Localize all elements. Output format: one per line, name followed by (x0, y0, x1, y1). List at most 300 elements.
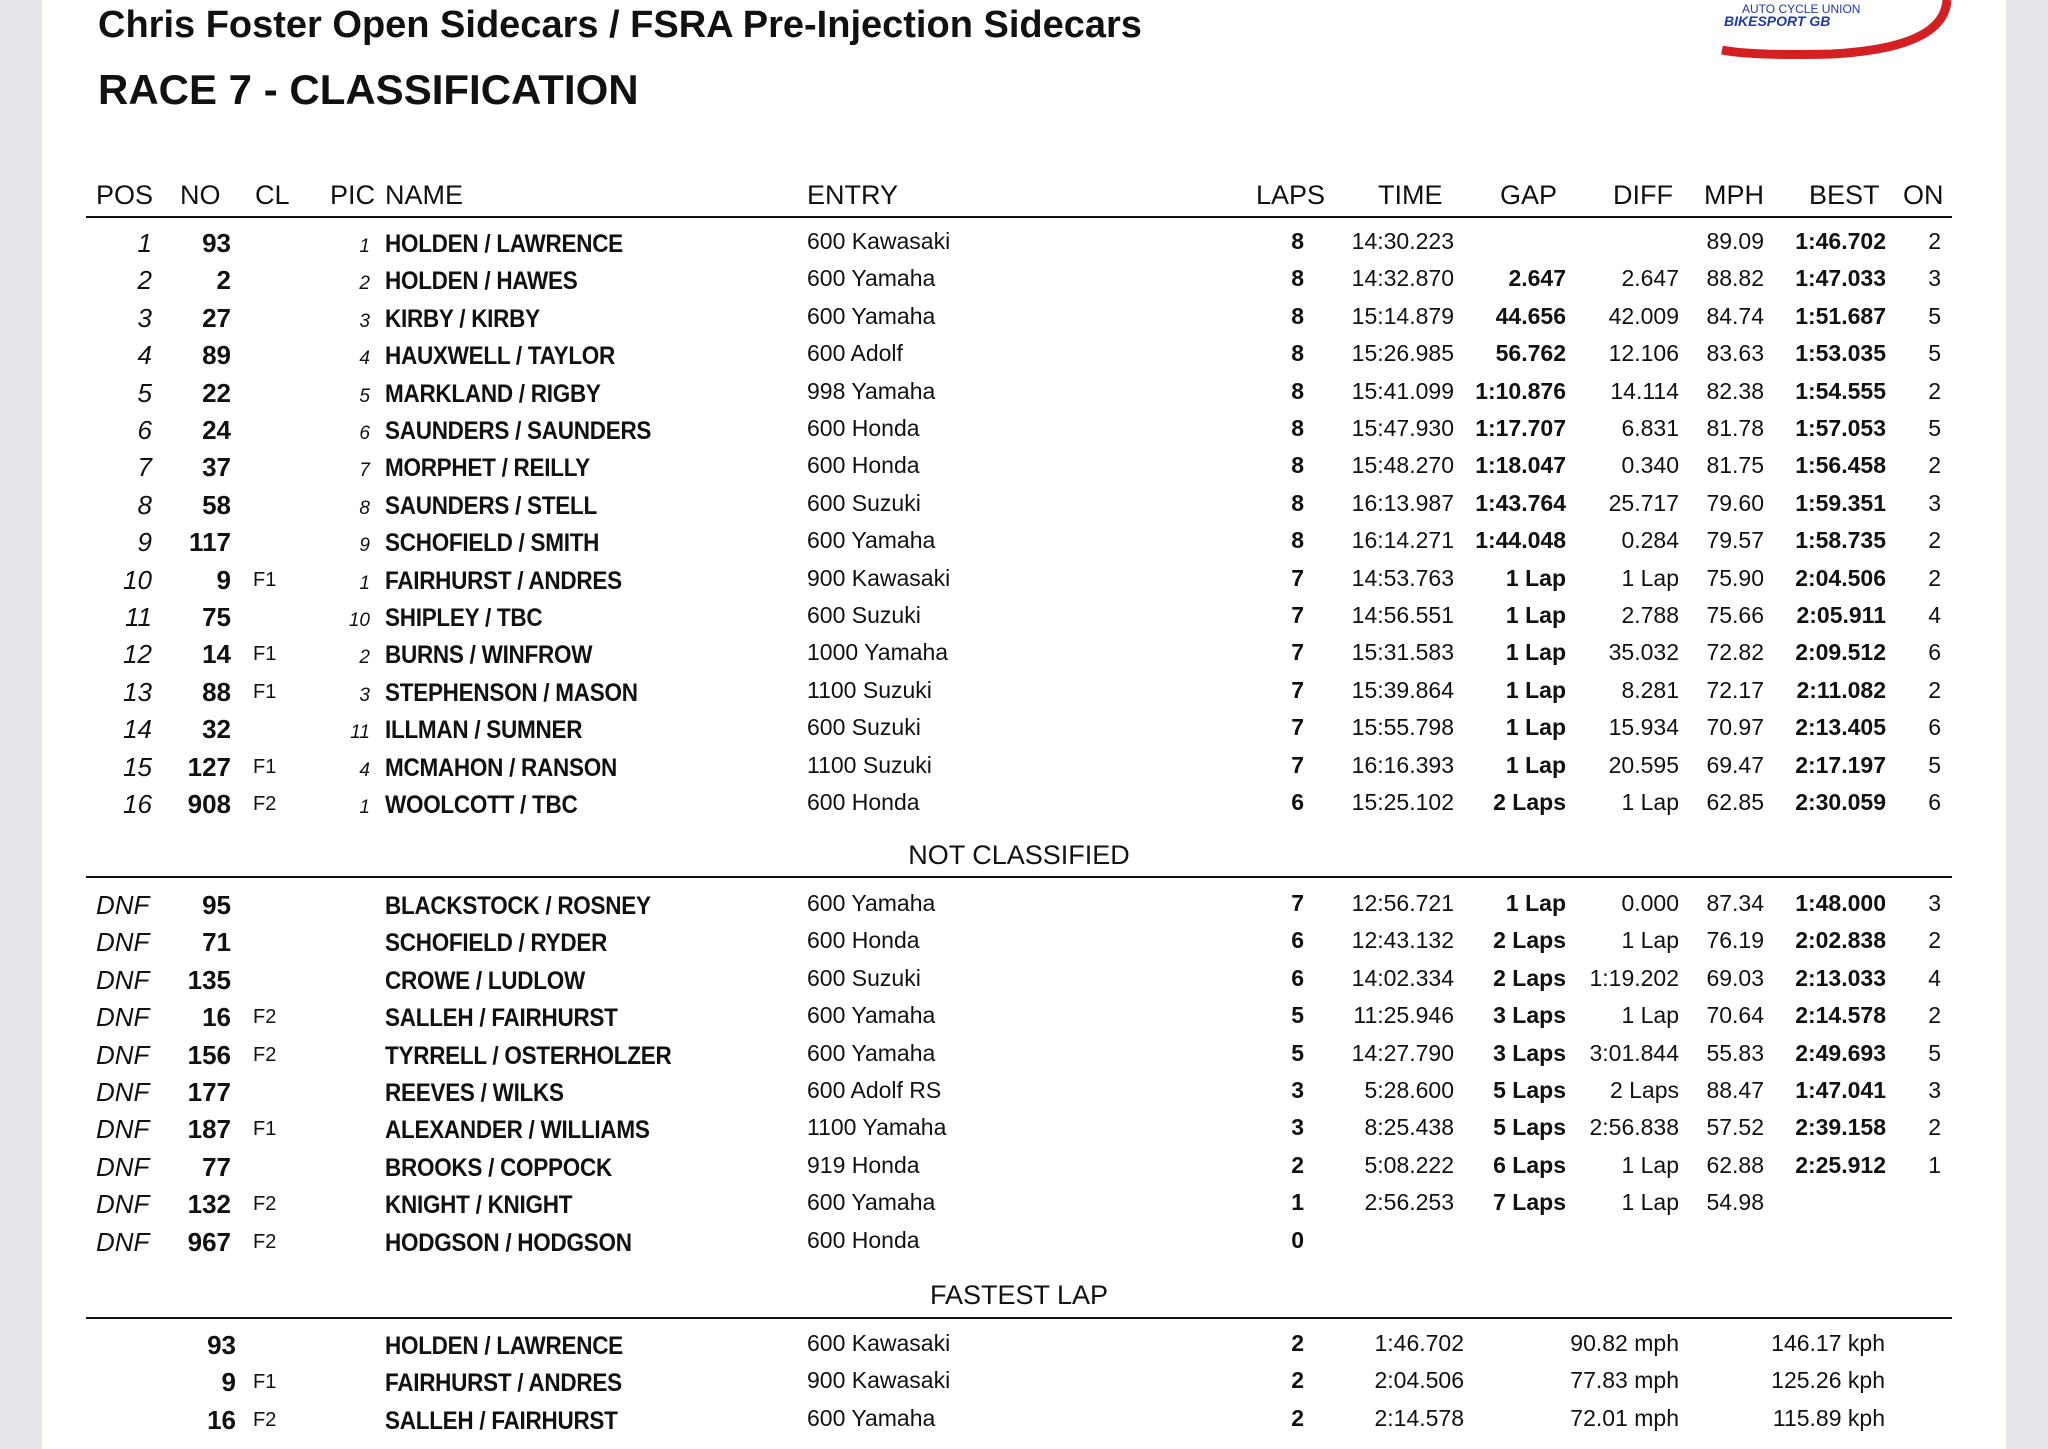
cell-best: 1:48.000 (1795, 890, 1886, 916)
cell-pos: 15 (123, 751, 152, 782)
cell-no: 16 (202, 1002, 231, 1033)
cell-time: 16:16.393 (1351, 751, 1454, 778)
cell-entry: 600 Suzuki (807, 964, 921, 991)
cell-pos: DNF (96, 1002, 150, 1033)
cell-mph: 88.47 (1706, 1077, 1764, 1103)
cell-no: 93 (207, 1330, 236, 1360)
cell-time: 15:39.864 (1351, 676, 1454, 703)
table-row (0, 340, 2048, 377)
cell-entry: 600 Kawasaki (807, 228, 951, 254)
cell-pic: 8 (359, 497, 370, 519)
cell-on: 6 (1928, 639, 1941, 666)
cell-no: 187 (187, 1114, 231, 1145)
cell-gap: 6 Laps (1493, 1151, 1566, 1178)
cell-no: 117 (189, 527, 231, 558)
cell-no: 2 (216, 265, 231, 296)
cell-mph: 70.97 (1706, 714, 1764, 741)
table-row (0, 303, 2048, 340)
cell-best: 1:58.735 (1795, 527, 1886, 554)
table-row (0, 1367, 2048, 1404)
cell-entry: 600 Yamaha (807, 265, 936, 292)
cell-entry: 600 Yamaha (807, 527, 936, 554)
cell-name: KNIGHT / KNIGHT (385, 1191, 573, 1220)
cell-pos: 12 (123, 639, 152, 670)
cell-mph: 87.34 (1706, 890, 1764, 916)
cell-laps: 7 (1291, 602, 1304, 628)
cell-lap: 2 (1291, 1330, 1304, 1356)
cell-mph: 54.98 (1706, 1189, 1764, 1216)
cell-entry: 600 Honda (807, 927, 920, 954)
cell-mph: 72.17 (1706, 676, 1764, 703)
cell-diff: 1:19.202 (1589, 964, 1679, 991)
cell-mph: 70.64 (1706, 1002, 1764, 1029)
cell-pos: 1 (137, 228, 152, 258)
table-row (0, 677, 2048, 714)
cell-pos: 2 (137, 265, 152, 296)
cell-pic: 2 (359, 273, 370, 295)
cell-mph: 89.09 (1706, 228, 1764, 254)
cell-diff: 14.114 (1610, 377, 1679, 404)
cell-entry: 600 Adolf RS (807, 1077, 942, 1103)
cell-no: 127 (187, 751, 231, 782)
cell-mph: 88.82 (1706, 265, 1764, 292)
cell-diff: 0.000 (1621, 890, 1679, 916)
cell-diff: 35.032 (1608, 639, 1679, 666)
cell-best: 2:04.506 (1795, 564, 1886, 591)
cell-laps: 2 (1291, 1151, 1304, 1178)
cell-gap: 1:44.048 (1475, 527, 1566, 554)
cell-diff: 20.595 (1608, 751, 1679, 778)
table-row (0, 490, 2048, 527)
cell-on: 3 (1928, 265, 1941, 292)
cell-on: 2 (1928, 1114, 1941, 1141)
table-row (0, 1040, 2048, 1077)
event-title: Chris Foster Open Sidecars / FSRA Pre-Injection Sidecars (98, 4, 1142, 46)
cell-pic: 4 (359, 348, 370, 370)
cell-no: 132 (187, 1189, 231, 1220)
cell-time: 12:43.132 (1351, 927, 1454, 954)
cell-pos: 13 (123, 676, 152, 707)
cell-gap: 1:17.707 (1475, 415, 1566, 441)
cell-gap: 3 Laps (1493, 1002, 1566, 1029)
table-row (0, 1189, 2048, 1226)
cell-entry: 600 Adolf (807, 340, 903, 367)
table-row (0, 890, 2048, 927)
cell-on: 2 (1928, 927, 1941, 954)
cell-entry: 600 Suzuki (807, 489, 921, 516)
cell-time: 11:25.946 (1353, 1002, 1454, 1029)
not-classified-heading: NOT CLASSIFIED (908, 840, 1130, 870)
cell-entry: 1100 Suzuki (807, 751, 932, 778)
cell-mph: 76.19 (1706, 927, 1764, 954)
cell-mph: 75.66 (1706, 602, 1764, 628)
table-row (0, 565, 2048, 602)
cell-best: 1:53.035 (1795, 340, 1886, 367)
cell-on: 5 (1928, 302, 1941, 329)
table-row (0, 1077, 2048, 1114)
cell-mph: 81.75 (1706, 452, 1764, 479)
col-best: BEST (1809, 180, 1880, 210)
table-row (0, 789, 2048, 826)
cell-time: 5:28.600 (1364, 1077, 1454, 1103)
cell-name: MARKLAND / RIGBY (385, 379, 601, 408)
cell-entry: 600 Suzuki (807, 602, 921, 628)
logo-text-1: AUTO CYCLE UNION (1742, 2, 1861, 16)
cell-entry: 1000 Yamaha (807, 639, 949, 666)
cell-time: 14:30.223 (1351, 228, 1454, 254)
cell-no: 9 (216, 564, 231, 595)
col-pos: POS (96, 180, 154, 210)
col-entry: ENTRY (807, 180, 899, 210)
cell-pic: 11 (350, 722, 370, 744)
cell-time: 14:27.790 (1351, 1039, 1454, 1066)
cell-no: 135 (187, 964, 231, 995)
cell-name: SAUNDERS / SAUNDERS (385, 417, 652, 445)
cell-best: 2:02.838 (1795, 927, 1886, 954)
cell-name: FAIRHURST / ANDRES (385, 1369, 622, 1398)
cell-pos: DNF (96, 1226, 150, 1257)
cell-pos: 14 (123, 714, 152, 745)
cell-laps: 8 (1291, 377, 1304, 404)
fastest-lap-heading: FASTEST LAP (929, 1280, 1109, 1310)
cell-on: 2 (1928, 527, 1941, 554)
cell-on: 3 (1928, 1077, 1941, 1103)
cell-name: HOLDEN / HAWES (385, 267, 578, 296)
cell-laps: 3 (1291, 1077, 1304, 1103)
cell-entry: 600 Yamaha (807, 1039, 936, 1066)
cell-name: WOOLCOTT / TBC (385, 791, 578, 819)
cell-gap: 56.762 (1495, 340, 1566, 367)
cell-pos: DNF (96, 927, 150, 958)
cell-on: 5 (1928, 751, 1941, 778)
cell-mph: 72.01 mph (1570, 1404, 1679, 1431)
table-row (0, 602, 2048, 639)
cell-entry: 998 Yamaha (807, 377, 936, 404)
cell-gap: 2 Laps (1493, 964, 1566, 991)
cell-time: 2:04.506 (1374, 1367, 1464, 1394)
cell-no: 177 (187, 1077, 231, 1107)
cell-on: 2 (1928, 452, 1941, 479)
cell-diff: 42.009 (1608, 302, 1679, 329)
cell-name: SHIPLEY / TBC (385, 604, 543, 632)
cell-no: 908 (187, 789, 231, 819)
cell-name: FAIRHURST / ANDRES (385, 566, 622, 595)
not-classified-divider (86, 876, 1952, 878)
cell-name: ILLMAN / SUMNER (385, 716, 583, 745)
cell-time: 15:26.985 (1351, 340, 1454, 367)
cell-best: 2:09.512 (1795, 639, 1886, 666)
table-row (0, 927, 2048, 964)
cell-gap: 1:10.876 (1475, 377, 1566, 404)
cell-on: 6 (1928, 714, 1941, 741)
cell-time: 16:13.987 (1351, 489, 1454, 516)
fastest-lap-divider (86, 1317, 1952, 1319)
cell-diff: 1 Lap (1621, 1002, 1679, 1029)
cell-cl: F2 (253, 1043, 277, 1066)
cell-laps: 5 (1291, 1039, 1304, 1066)
cell-cl: F1 (253, 755, 277, 778)
cell-no: 75 (202, 602, 231, 632)
cell-mph: 69.47 (1706, 751, 1764, 778)
cell-no: 37 (202, 452, 231, 483)
cell-no: 71 (202, 927, 231, 958)
cell-gap: 1 Lap (1505, 751, 1566, 778)
cell-on: 6 (1928, 789, 1941, 815)
cell-pos: DNF (96, 1151, 150, 1182)
cell-no: 14 (202, 639, 231, 670)
cell-pic: 1 (359, 572, 370, 594)
cell-pic: 3 (359, 684, 370, 706)
cell-pos: DNF (96, 1039, 150, 1070)
cell-gap: 2 Laps (1493, 789, 1566, 815)
cell-time: 14:56.551 (1351, 602, 1454, 628)
cell-mph: 62.85 (1706, 789, 1764, 815)
cell-laps: 6 (1291, 964, 1304, 991)
cell-laps: 7 (1291, 714, 1304, 741)
table-row (0, 639, 2048, 676)
cell-no: 32 (202, 714, 231, 745)
cell-on: 5 (1928, 340, 1941, 367)
cell-laps: 8 (1291, 452, 1304, 479)
cell-name: HOLDEN / LAWRENCE (385, 230, 623, 258)
cell-entry: 900 Kawasaki (807, 564, 951, 591)
table-row (0, 1114, 2048, 1151)
table-row (0, 752, 2048, 789)
cell-best: 2:13.033 (1795, 964, 1886, 991)
cell-pos: DNF (96, 890, 150, 920)
cell-gap: 5 Laps (1493, 1077, 1566, 1103)
cell-on: 5 (1928, 1039, 1941, 1066)
cell-diff: 1 Lap (1621, 1151, 1679, 1178)
cell-gap: 1 Lap (1505, 890, 1566, 916)
cell-gap: 1 Lap (1505, 602, 1566, 628)
cell-name: SCHOFIELD / RYDER (385, 929, 608, 958)
cell-no: 16 (207, 1404, 236, 1435)
cell-entry: 1100 Yamaha (807, 1114, 947, 1141)
cell-mph: 69.03 (1706, 964, 1764, 991)
cell-best: 1:47.041 (1795, 1077, 1886, 1103)
cell-on: 3 (1928, 489, 1941, 516)
cell-cl: F1 (253, 680, 277, 703)
cell-kph: 115.89 kph (1772, 1404, 1885, 1431)
cell-laps: 6 (1291, 927, 1304, 954)
table-row (0, 452, 2048, 489)
cell-entry: 600 Kawasaki (807, 1330, 951, 1356)
col-name: NAME (385, 180, 464, 210)
cell-lap: 2 (1291, 1367, 1304, 1394)
cell-entry: 600 Honda (807, 452, 920, 479)
cell-no: 77 (202, 1151, 231, 1182)
col-time: TIME (1378, 180, 1443, 210)
cell-laps: 8 (1291, 415, 1304, 441)
table-row (0, 714, 2048, 751)
cell-entry: 600 Yamaha (807, 1002, 936, 1029)
cell-on: 1 (1928, 1151, 1941, 1178)
cell-mph: 75.90 (1706, 564, 1764, 591)
header-divider (86, 216, 1952, 218)
cell-best: 1:51.687 (1795, 302, 1886, 329)
cell-name: REEVES / WILKS (385, 1079, 564, 1107)
cell-cl: F2 (253, 793, 277, 815)
table-row (0, 1405, 2048, 1442)
cell-on: 3 (1928, 890, 1941, 916)
cell-laps: 8 (1291, 527, 1304, 554)
cell-best: 1:54.555 (1795, 377, 1886, 404)
cell-entry: 600 Yamaha (807, 302, 936, 329)
col-pic: PIC (330, 180, 376, 210)
cell-diff: 3:01.844 (1589, 1039, 1679, 1066)
cell-pic: 1 (359, 236, 370, 257)
cell-pic: 6 (359, 423, 370, 444)
cell-no: 27 (202, 302, 231, 333)
cell-pos: 10 (123, 564, 152, 595)
cell-laps: 7 (1291, 890, 1304, 916)
cell-laps: 7 (1291, 751, 1304, 778)
cell-no: 89 (202, 340, 231, 371)
cell-name: SALLEH / FAIRHURST (385, 1004, 618, 1033)
cell-name: BROOKS / COPPOCK (385, 1153, 612, 1182)
cell-diff: 1 Lap (1621, 1189, 1679, 1216)
cell-name: ALEXANDER / WILLIAMS (385, 1116, 650, 1145)
cell-laps: 8 (1291, 302, 1304, 329)
cell-time: 15:31.583 (1351, 639, 1454, 666)
cell-name: MCMAHON / RANSON (385, 753, 617, 782)
cell-name: BURNS / WINFROW (385, 641, 593, 670)
cell-cl: F2 (253, 1193, 277, 1216)
cell-no: 88 (202, 676, 231, 707)
cell-on: 2 (1928, 377, 1941, 404)
cell-entry: 600 Yamaha (807, 1189, 936, 1216)
cell-time: 15:14.879 (1351, 302, 1454, 329)
cell-time: 2:14.578 (1374, 1404, 1464, 1431)
cell-pic: 7 (359, 460, 370, 482)
cell-pic: 3 (359, 310, 370, 332)
cell-diff: 1 Lap (1621, 564, 1679, 591)
cell-laps: 0 (1291, 1226, 1304, 1253)
cell-no: 967 (187, 1226, 231, 1257)
table-row (0, 265, 2048, 302)
cell-on: 2 (1928, 676, 1941, 703)
cell-best: 2:25.912 (1795, 1151, 1886, 1178)
cell-pos: 4 (137, 340, 152, 371)
cell-diff: 0.284 (1621, 527, 1679, 554)
cell-best: 1:56.458 (1795, 452, 1886, 479)
col-laps: LAPS (1256, 180, 1326, 210)
table-row (0, 527, 2048, 564)
cell-gap: 7 Laps (1493, 1189, 1566, 1216)
cell-pic: 10 (348, 610, 370, 631)
cell-laps: 8 (1291, 489, 1304, 516)
cell-entry: 600 Yamaha (807, 1404, 936, 1431)
cell-name: MORPHET / REILLY (385, 454, 590, 483)
cell-pic: 5 (359, 385, 370, 407)
cell-name: SAUNDERS / STELL (385, 491, 597, 520)
cell-on: 2 (1928, 228, 1941, 254)
cell-time: 5:08.222 (1364, 1151, 1454, 1178)
cell-pos: DNF (96, 1189, 150, 1220)
cell-best: 1:59.351 (1795, 489, 1886, 516)
cell-on: 4 (1928, 602, 1941, 628)
cell-mph: 57.52 (1706, 1114, 1764, 1141)
cell-time: 8:25.438 (1364, 1114, 1454, 1141)
cell-mph: 83.63 (1706, 340, 1764, 367)
cell-name: HAUXWELL / TAYLOR (385, 342, 616, 371)
cell-best: 2:30.059 (1795, 789, 1886, 815)
table-row (0, 1330, 2048, 1367)
cell-time: 15:25.102 (1351, 789, 1454, 815)
cell-name: BLACKSTOCK / ROSNEY (385, 892, 651, 920)
cell-on: 4 (1928, 964, 1941, 991)
cell-gap: 5 Laps (1493, 1114, 1566, 1141)
cell-name: SCHOFIELD / SMITH (385, 529, 600, 558)
cell-mph: 62.88 (1706, 1151, 1764, 1178)
cell-diff: 2.647 (1621, 265, 1679, 292)
cell-time: 2:56.253 (1364, 1189, 1454, 1216)
cell-cl: F1 (253, 1118, 277, 1141)
cell-entry: 919 Honda (807, 1151, 920, 1178)
cell-no: 58 (202, 489, 231, 520)
cell-time: 14:02.334 (1351, 964, 1454, 991)
cell-entry: 600 Honda (807, 1226, 920, 1253)
cell-pic: 4 (359, 759, 370, 781)
cell-mph: 81.78 (1706, 415, 1764, 441)
cell-gap: 2 Laps (1493, 927, 1566, 954)
cell-best: 2:39.158 (1795, 1114, 1886, 1141)
cell-time: 15:48.270 (1351, 452, 1454, 479)
cell-pos: 9 (137, 527, 152, 558)
cell-laps: 7 (1291, 564, 1304, 591)
cell-laps: 7 (1291, 676, 1304, 703)
cell-entry: 600 Yamaha (807, 890, 936, 916)
cell-cl: F1 (253, 1371, 277, 1394)
cell-cl: F1 (253, 568, 277, 591)
cell-diff: 8.281 (1621, 676, 1679, 703)
cell-diff: 2:56.838 (1589, 1114, 1679, 1141)
cell-laps: 8 (1291, 340, 1304, 367)
cell-gap: 1 Lap (1505, 564, 1566, 591)
cell-mph: 72.82 (1706, 639, 1764, 666)
cell-gap: 1 Lap (1505, 714, 1566, 741)
cell-time: 12:56.721 (1351, 890, 1454, 916)
cell-time: 15:47.930 (1351, 415, 1454, 441)
cell-entry: 900 Kawasaki (807, 1367, 951, 1394)
cell-diff: 0.340 (1621, 452, 1679, 479)
cell-mph: 90.82 mph (1570, 1330, 1679, 1356)
cell-diff: 12.106 (1608, 340, 1679, 367)
cell-time: 14:32.870 (1351, 265, 1454, 292)
cell-time: 14:53.763 (1351, 564, 1454, 591)
cell-time: 1:46.702 (1374, 1330, 1464, 1356)
cell-mph: 79.60 (1706, 489, 1764, 516)
cell-cl: F2 (253, 1408, 277, 1431)
cell-lap: 2 (1291, 1404, 1304, 1431)
cell-pos: 6 (137, 415, 152, 445)
cell-name: HOLDEN / LAWRENCE (385, 1332, 623, 1360)
col-cl: CL (255, 180, 290, 210)
acu-logo (1712, 0, 1972, 60)
cell-no: 156 (187, 1039, 231, 1070)
table-row (0, 1152, 2048, 1189)
cell-laps: 3 (1291, 1114, 1304, 1141)
cell-no: 93 (202, 228, 231, 258)
cell-cl: F2 (253, 1006, 277, 1029)
col-gap: GAP (1500, 180, 1558, 210)
cell-pic: 1 (359, 797, 370, 818)
cell-on: 2 (1928, 564, 1941, 591)
cell-entry: 600 Suzuki (807, 714, 921, 741)
cell-pos: 3 (137, 302, 152, 333)
cell-best: 2:05.911 (1796, 602, 1886, 628)
